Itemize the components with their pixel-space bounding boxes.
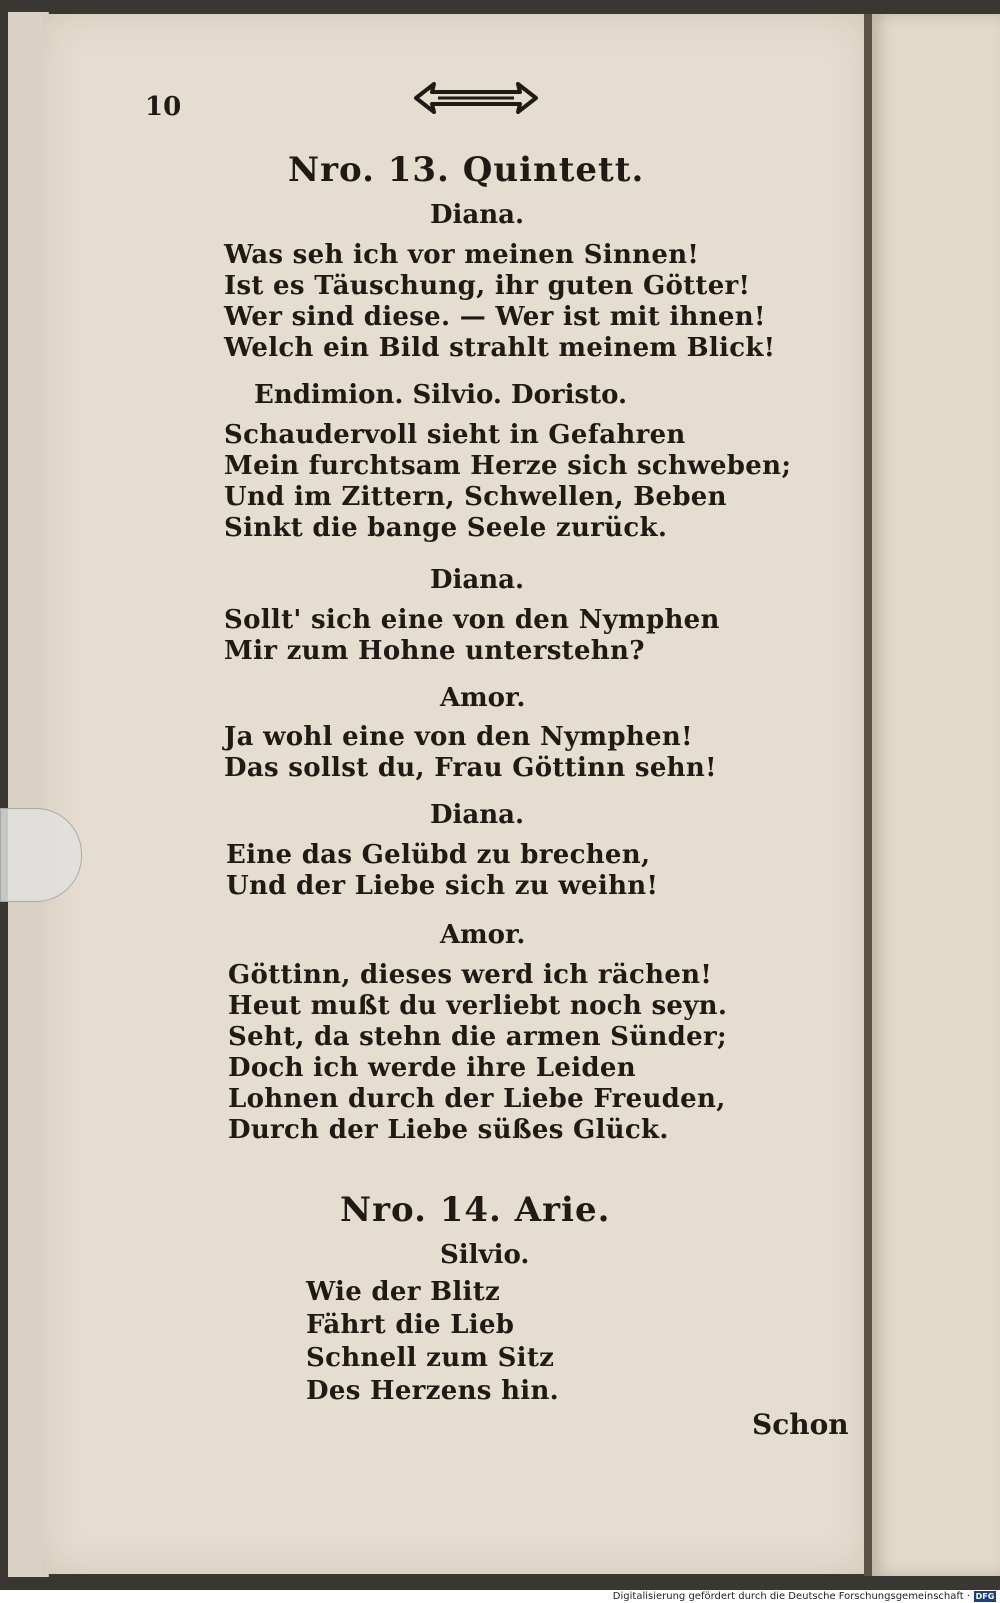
section-heading-quintett: Nro. 13. Quintett.	[288, 150, 645, 190]
verse-line: Wie der Blitz	[306, 1277, 501, 1307]
verse-line: Schnell zum Sitz	[306, 1343, 555, 1373]
verse-line: Sollt' sich eine von den Nymphen	[224, 605, 720, 635]
verse-line: Und der Liebe sich zu weihn!	[226, 871, 659, 901]
verse-block	[224, 240, 775, 364]
speaker-label: Amor.	[440, 920, 526, 950]
verse-line: Durch der Liebe süßes Glück.	[228, 1115, 669, 1145]
speaker-label: Diana.	[430, 200, 525, 230]
speaker-label: Silvio.	[440, 1240, 530, 1270]
verse-line: Eine das Gelübd zu brechen,	[226, 840, 651, 870]
verse-line: Was seh ich vor meinen Sinnen!	[224, 240, 700, 270]
verse-block	[226, 840, 658, 902]
verse-line: Sinkt die bange Seele zurück.	[224, 513, 668, 543]
section-heading-arie: Nro. 14. Arie.	[340, 1190, 611, 1230]
ornament-icon	[408, 78, 544, 118]
verse-block	[224, 722, 717, 784]
speaker-label: Amor.	[440, 683, 526, 713]
dfg-logo: DFG	[975, 1592, 995, 1601]
verse-line: Wer sind diese. — Wer ist mit ihnen!	[224, 302, 766, 332]
footer-credit: Digitalisierung gefördert durch die Deutsche Forschungsgemeinschaft ·	[612, 1591, 970, 1602]
page-number: 10	[145, 92, 182, 122]
verse-line: Welch ein Bild strahlt meinem Blick!	[224, 333, 776, 363]
verse-line: Mir zum Hohne unterstehn?	[224, 636, 645, 666]
verse-line: Mein furchtsam Herze sich schweben;	[224, 451, 792, 481]
digitization-footer	[0, 1590, 1000, 1603]
speaker-label: Endimion. Silvio. Doristo.	[254, 380, 628, 410]
verse-line: Doch ich werde ihre Leiden	[228, 1053, 636, 1083]
verse-line: Und im Zittern, Schwellen, Beben	[224, 482, 727, 512]
verse-line: Lohnen durch der Liebe Freuden,	[228, 1084, 726, 1114]
facing-page	[872, 14, 1000, 1576]
verse-line: Schaudervoll sieht in Gefahren	[224, 420, 686, 450]
catchword: Schon	[752, 1408, 849, 1441]
verse-line: Heut mußt du verliebt noch seyn.	[228, 991, 728, 1021]
verse-block	[224, 605, 720, 667]
verse-block	[224, 420, 791, 544]
verse-line: Fährt die Lieb	[306, 1310, 515, 1340]
verse-line: Ja wohl eine von den Nymphen!	[224, 722, 693, 752]
verse-block	[228, 960, 727, 1146]
verse-line: Das sollst du, Frau Göttinn sehn!	[224, 753, 717, 783]
speaker-label: Diana.	[430, 565, 525, 595]
verse-line: Ist es Täuschung, ihr guten Götter!	[224, 271, 751, 301]
verse-line: Göttinn, dieses werd ich rächen!	[228, 960, 713, 990]
verse-line: Des Herzens hin.	[306, 1376, 560, 1406]
verse-line: Seht, da stehn die armen Sünder;	[228, 1022, 727, 1052]
speaker-label: Diana.	[430, 800, 525, 830]
verse-block	[306, 1276, 559, 1408]
